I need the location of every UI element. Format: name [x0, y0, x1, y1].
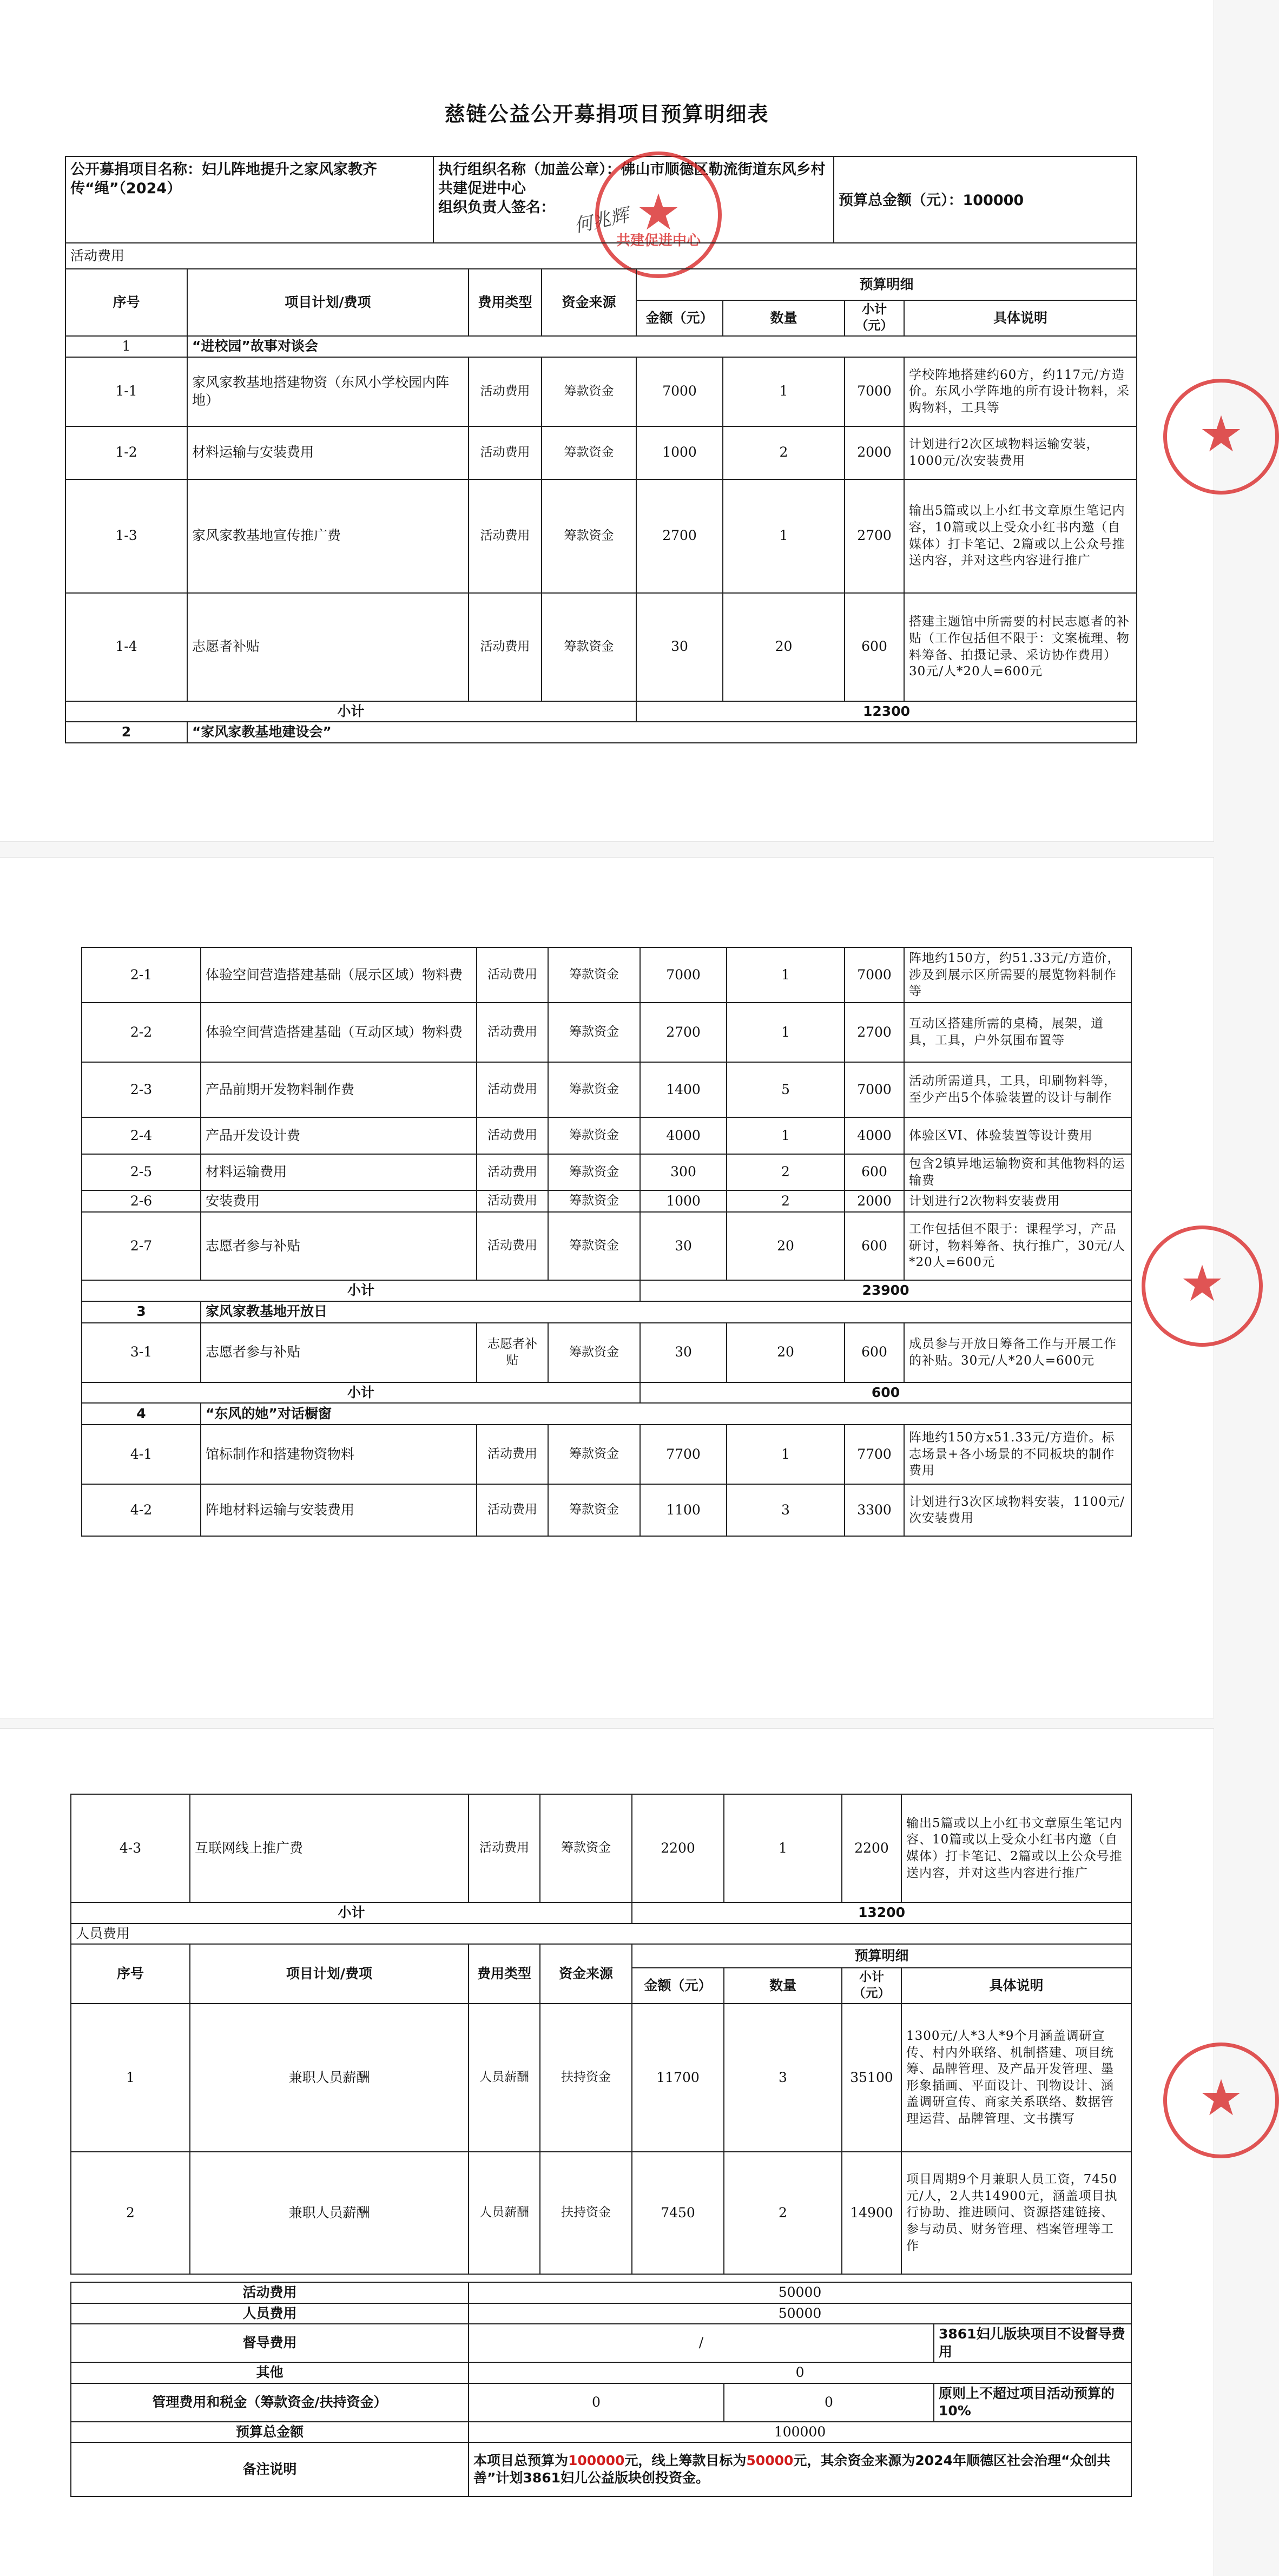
summary-mgmt-label: 管理费用和税金（筹款资金/扶持资金）	[71, 2383, 469, 2422]
row-source: 扶持资金	[540, 2152, 632, 2274]
row-qty: 3	[724, 2004, 842, 2152]
row-type: 活动费用	[477, 947, 548, 1003]
remark-part-3: 元，其余资金来源为2024年顺德区社会治理“众创共善”计划3861妇儿公益版块创投资金。	[473, 2452, 1111, 2486]
remark-part-1: 本项目总预算为	[473, 2452, 569, 2468]
summary-supervision-value: /	[469, 2324, 934, 2362]
row-qty: 1	[727, 1003, 845, 1062]
row-qty: 20	[727, 1323, 845, 1382]
row-source: 筹款资金	[548, 1117, 640, 1154]
summary-personnel-value: 50000	[469, 2303, 1131, 2324]
row-subtotal: 2700	[845, 1003, 904, 1062]
row-type: 活动费用	[477, 1117, 548, 1154]
header-source: 资金来源	[540, 1944, 632, 2004]
row-type: 活动费用	[469, 357, 542, 426]
row-seq: 4-3	[71, 1794, 190, 1902]
row-source: 筹款资金	[548, 1484, 640, 1536]
row-desc: 学校阵地搭建约60方，约117元/方造价。东风小学阵地的所有设计物料，采购物料，工具等	[904, 357, 1137, 426]
row-amount: 1000	[640, 1190, 727, 1212]
header-qty: 数量	[724, 1968, 842, 2004]
summary-activity-value: 50000	[469, 2282, 1131, 2303]
summary-other-value: 0	[469, 2362, 1131, 2383]
row-source: 筹款资金	[542, 357, 636, 426]
row-seq: 3-1	[82, 1323, 201, 1382]
subtotal-label: 小计	[71, 1902, 632, 1923]
summary-total-value: 100000	[469, 2422, 1131, 2443]
table-row	[82, 1212, 1131, 1280]
row-qty: 1	[727, 1117, 845, 1154]
table-row	[71, 2004, 1131, 2152]
row-amount: 7700	[640, 1425, 727, 1484]
row-type: 活动费用	[477, 1212, 548, 1280]
table-row	[82, 1117, 1131, 1154]
row-item: 安装费用	[201, 1190, 477, 1212]
official-seal-edge	[1142, 1226, 1263, 1347]
row-qty: 1	[723, 357, 845, 426]
row-subtotal: 2000	[845, 426, 904, 479]
row-item: 家风家教基地宣传推广费	[187, 479, 469, 593]
row-desc: 输出5篇或以上小红书文章原生笔记内容、10篇或以上受众小红书内邀（自媒体）打卡笔记、2篇或以上公众号推送内容，并对这些内容进行推广	[901, 1794, 1131, 1902]
summary-personnel-label: 人员费用	[71, 2303, 469, 2324]
group-name: “家风家教基地建设会”	[187, 722, 1137, 743]
row-type: 活动费用	[469, 479, 542, 593]
row-subtotal: 600	[845, 593, 904, 701]
header-type: 费用类型	[469, 269, 542, 336]
row-item: 志愿者补贴	[187, 593, 469, 701]
activity-table-part1	[65, 242, 1137, 743]
row-desc: 工作包括但不限于：课程学习，产品研讨，物料筹备、执行推广，30元/人*20人=600元	[904, 1212, 1131, 1280]
group-no: 1	[65, 336, 187, 357]
row-item: 产品前期开发物料制作费	[201, 1062, 477, 1117]
remark-online-highlight: 50000	[746, 2452, 794, 2468]
official-seal-edge	[1163, 2043, 1279, 2158]
row-item: 材料运输费用	[201, 1154, 477, 1190]
row-qty: 1	[727, 947, 845, 1003]
row-qty: 1	[724, 1794, 842, 1902]
summary-other-label: 其他	[71, 2362, 469, 2383]
header-source: 资金来源	[542, 269, 636, 336]
table-row	[82, 1425, 1131, 1484]
activity-table-part2	[81, 947, 1132, 1537]
header-item: 项目计划/费项	[190, 1944, 469, 2004]
row-subtotal: 2700	[845, 479, 904, 593]
row-qty: 3	[727, 1484, 845, 1536]
row-desc: 阵地约150方，约51.33元/方造价，涉及到展示区所需要的展览物料制作等	[904, 947, 1131, 1003]
section-activity: 活动费用	[65, 243, 1137, 269]
row-desc: 输出5篇或以上小红书文章原生笔记内容，10篇或以上受众小红书内邀（自媒体）打卡笔记、2篇或以上公众号推送内容，并对这些内容进行推广	[904, 479, 1137, 593]
subtotal-value: 13200	[632, 1902, 1131, 1923]
row-source: 筹款资金	[548, 1062, 640, 1117]
group-name: “进校园”故事对谈会	[187, 336, 1137, 357]
row-desc: 1300元/人*3人*9个月涵盖调研宣传、村内外联络、机制搭建、项目统筹、品牌管理、及产品开发管理、墨形象插画、平面设计、刊物设计、涵盖调研宣传、商家关系联络、数据管理运营、品牌管理、文书撰写	[901, 2004, 1131, 2152]
row-qty: 2	[727, 1190, 845, 1212]
row-qty: 2	[724, 2152, 842, 2274]
group-no: 4	[82, 1403, 201, 1425]
row-subtotal: 3300	[845, 1484, 904, 1536]
row-desc: 项目周期9个月兼职人员工资，7450元/人，2人共14900元，涵盖项目执行协助、推进顾问、资源搭建链接、参与动员、财务管理、档案管理等工作	[901, 2152, 1131, 2274]
budget-total-header: 预算总金额（元）：100000	[834, 156, 1137, 243]
row-type: 活动费用	[469, 1794, 540, 1902]
header-subtotal: 小计（元）	[845, 300, 904, 336]
section-personnel: 人员费用	[71, 1923, 1131, 1945]
row-source: 筹款资金	[548, 1190, 640, 1212]
row-amount: 11700	[632, 2004, 724, 2152]
row-desc: 计划进行2次区域物料运输安装，1000元/次安装费用	[904, 426, 1137, 479]
row-type: 活动费用	[477, 1484, 548, 1536]
star-icon: ★	[636, 183, 681, 241]
row-type: 人员薪酬	[469, 2152, 540, 2274]
subtotal-value: 12300	[636, 701, 1137, 722]
summary-mgmt-value-1: 0	[469, 2383, 724, 2422]
row-type: 活动费用	[469, 593, 542, 701]
row-item: 家风家教基地搭建物资（东风小学校园内阵地）	[187, 357, 469, 426]
row-seq: 1-3	[65, 479, 187, 593]
row-type: 活动费用	[477, 1190, 548, 1212]
row-type: 志愿者补贴	[477, 1323, 548, 1382]
remark-part-2: 元，线上筹款目标为	[624, 2452, 747, 2468]
row-subtotal: 600	[845, 1323, 904, 1382]
row-amount: 7000	[640, 947, 727, 1003]
remark-label: 备注说明	[71, 2442, 469, 2496]
document-title: 慈链公益公开募捐项目预算明细表	[444, 102, 769, 126]
row-amount: 30	[640, 1212, 727, 1280]
row-source: 筹款资金	[548, 947, 640, 1003]
row-qty: 2	[727, 1154, 845, 1190]
page-1	[0, 0, 1244, 841]
group-no: 2	[65, 722, 187, 743]
row-desc: 搭建主题馆中所需要的村民志愿者的补贴（工作包括但不限于：文案梳理、物料筹备、拍摄记录、采访协作费用）30元/人*20人=600元	[904, 593, 1137, 701]
row-source: 筹款资金	[548, 1323, 640, 1382]
header-subtotal: 小计（元）	[842, 1968, 901, 2004]
row-amount: 30	[640, 1323, 727, 1382]
row-item: 阵地材料运输与安装费用	[201, 1484, 477, 1536]
row-qty: 5	[727, 1062, 845, 1117]
table-row	[82, 1003, 1131, 1062]
header-item: 项目计划/费项	[187, 269, 469, 336]
header-desc: 具体说明	[904, 300, 1137, 336]
seal-text: 共建促进中心	[616, 233, 701, 249]
row-item: 志愿者参与补贴	[201, 1212, 477, 1280]
table-row	[82, 1323, 1131, 1382]
leader-signature-label: 组织负责人签名：	[438, 199, 555, 216]
row-subtotal: 35100	[842, 2004, 901, 2152]
page-2	[0, 858, 1225, 1718]
row-desc: 活动所需道具，工具，印刷物料等，至少产出5个体验装置的设计与制作	[904, 1062, 1131, 1117]
row-amount: 30	[636, 593, 723, 701]
row-seq: 2-3	[82, 1062, 201, 1117]
row-desc: 阵地约150方x51.33元/方造价。标志场景+各小场景的不同板块的制作费用	[904, 1425, 1131, 1484]
table-row	[65, 426, 1137, 479]
summary-mgmt-value-2: 0	[724, 2383, 934, 2422]
row-desc: 互动区搭建所需的桌椅，展架，道具，工具，户外氛围布置等	[904, 1003, 1131, 1062]
row-qty: 20	[723, 593, 845, 701]
summary-table	[70, 2282, 1132, 2497]
table-row	[65, 593, 1137, 701]
summary-total-label: 预算总金额	[71, 2422, 469, 2443]
row-seq: 2-2	[82, 1003, 201, 1062]
header-detail: 预算明细	[636, 269, 1137, 300]
row-seq: 2	[71, 2152, 190, 2274]
row-seq: 2-1	[82, 947, 201, 1003]
row-desc: 体验区VI、体验装置等设计费用	[904, 1117, 1131, 1154]
row-qty: 1	[727, 1425, 845, 1484]
row-subtotal: 2200	[842, 1794, 901, 1902]
subtotal-value: 600	[640, 1382, 1131, 1404]
row-subtotal: 14900	[842, 2152, 901, 2274]
header-seq: 序号	[71, 1944, 190, 2004]
row-source: 扶持资金	[540, 2004, 632, 2152]
row-seq: 2-7	[82, 1212, 201, 1280]
summary-supervision-label: 督导费用	[71, 2324, 469, 2362]
table-row	[71, 2152, 1131, 2274]
row-seq: 2-4	[82, 1117, 201, 1154]
row-source: 筹款资金	[548, 1425, 640, 1484]
row-item: 馆标制作和搭建物资物料	[201, 1425, 477, 1484]
row-desc: 成员参与开放日筹备工作与开展工作的补贴。30元/人*20人=600元	[904, 1323, 1131, 1382]
org-name: 执行组织名称（加盖公章）：佛山市顺德区勒流街道东风乡村共建促进中心	[438, 161, 826, 197]
row-item: 体验空间营造搭建基础（展示区域）物料费	[201, 947, 477, 1003]
row-subtotal: 2000	[845, 1190, 904, 1212]
row-subtotal: 7000	[845, 1062, 904, 1117]
row-source: 筹款资金	[548, 1212, 640, 1280]
row-amount: 7450	[632, 2152, 724, 2274]
row-amount: 1000	[636, 426, 723, 479]
row-amount: 300	[640, 1154, 727, 1190]
row-item: 志愿者参与补贴	[201, 1323, 477, 1382]
row-seq: 1-4	[65, 593, 187, 701]
row-seq: 1-1	[65, 357, 187, 426]
row-subtotal: 600	[845, 1212, 904, 1280]
header-detail: 预算明细	[632, 1944, 1131, 1968]
row-desc: 计划进行3次区域物料安装，1100元/次安装费用	[904, 1484, 1131, 1536]
table-row	[65, 479, 1137, 593]
row-type: 人员薪酬	[469, 2004, 540, 2152]
summary-activity-label: 活动费用	[71, 2282, 469, 2303]
row-seq: 4-2	[82, 1484, 201, 1536]
row-source: 筹款资金	[548, 1003, 640, 1062]
row-type: 活动费用	[477, 1154, 548, 1190]
subtotal-value: 23900	[640, 1280, 1131, 1301]
table-row	[82, 1484, 1131, 1536]
row-seq: 1	[71, 2004, 190, 2152]
summary-supervision-note: 3861妇儿版块项目不设督导费用	[934, 2324, 1131, 2362]
row-item: 兼职人员薪酬	[190, 2004, 469, 2152]
row-qty: 1	[723, 479, 845, 593]
table-row	[82, 947, 1131, 1003]
row-qty: 2	[723, 426, 845, 479]
row-subtotal: 7700	[845, 1425, 904, 1484]
star-icon: ★	[1198, 2069, 1244, 2127]
group-no: 3	[82, 1301, 201, 1323]
row-item: 兼职人员薪酬	[190, 2152, 469, 2274]
row-amount: 2700	[636, 479, 723, 593]
header-seq: 序号	[65, 269, 187, 336]
row-seq: 1-2	[65, 426, 187, 479]
table-row	[82, 1190, 1131, 1212]
group-name: “东风的她”对话橱窗	[201, 1403, 1131, 1425]
header-qty: 数量	[723, 300, 845, 336]
row-amount: 1400	[640, 1062, 727, 1117]
official-seal-edge	[1163, 379, 1279, 495]
project-name: 公开募捐项目名称：妇儿阵地提升之家风家教齐传“绳”（2024）	[65, 156, 433, 243]
row-type: 活动费用	[469, 426, 542, 479]
row-type: 活动费用	[477, 1003, 548, 1062]
header-desc: 具体说明	[901, 1968, 1131, 2004]
row-amount: 2200	[632, 1794, 724, 1902]
row-source: 筹款资金	[548, 1154, 640, 1190]
row-item: 材料运输与安装费用	[187, 426, 469, 479]
page-3	[0, 1729, 1244, 2576]
row-subtotal: 4000	[845, 1117, 904, 1154]
row-seq: 2-5	[82, 1154, 201, 1190]
row-subtotal: 7000	[845, 947, 904, 1003]
row-item: 体验空间营造搭建基础（互动区域）物料费	[201, 1003, 477, 1062]
row-item: 互联网线上推广费	[190, 1794, 469, 1902]
subtotal-label: 小计	[65, 701, 636, 722]
group-name: 家风家教基地开放日	[201, 1301, 1131, 1323]
star-icon: ★	[1198, 405, 1244, 463]
row-source: 筹款资金	[542, 426, 636, 479]
header-amount: 金额（元）	[636, 300, 723, 336]
remark-total-highlight: 100000	[568, 2452, 625, 2468]
row-type: 活动费用	[477, 1425, 548, 1484]
row-source: 筹款资金	[542, 479, 636, 593]
row-amount: 2700	[640, 1003, 727, 1062]
row-item: 产品开发设计费	[201, 1117, 477, 1154]
activity-table-part3	[70, 1794, 1132, 2275]
row-amount: 7000	[636, 357, 723, 426]
row-qty: 20	[727, 1212, 845, 1280]
subtotal-label: 小计	[82, 1382, 640, 1404]
handwritten-signature: 何兆辉	[572, 204, 631, 238]
row-desc: 包含2镇异地运输物资和其他物料的运输费	[904, 1154, 1131, 1190]
table-row	[71, 1794, 1131, 1902]
header-type: 费用类型	[469, 1944, 540, 2004]
table-row	[82, 1062, 1131, 1117]
remark-text	[469, 2442, 1131, 2496]
table-row	[82, 1154, 1131, 1190]
row-seq: 2-6	[82, 1190, 201, 1212]
row-amount: 1100	[640, 1484, 727, 1536]
row-type: 活动费用	[477, 1062, 548, 1117]
subtotal-label: 小计	[82, 1280, 640, 1301]
row-subtotal: 7000	[845, 357, 904, 426]
row-seq: 4-1	[82, 1425, 201, 1484]
row-desc: 计划进行2次物料安装费用	[904, 1190, 1131, 1212]
star-icon: ★	[1179, 1254, 1225, 1313]
row-source: 筹款资金	[542, 593, 636, 701]
row-subtotal: 600	[845, 1154, 904, 1190]
summary-mgmt-note: 原则上不超过项目活动预算的10%	[934, 2383, 1131, 2422]
row-source: 筹款资金	[540, 1794, 632, 1902]
row-amount: 4000	[640, 1117, 727, 1154]
header-amount: 金额（元）	[632, 1968, 724, 2004]
table-row	[65, 357, 1137, 426]
